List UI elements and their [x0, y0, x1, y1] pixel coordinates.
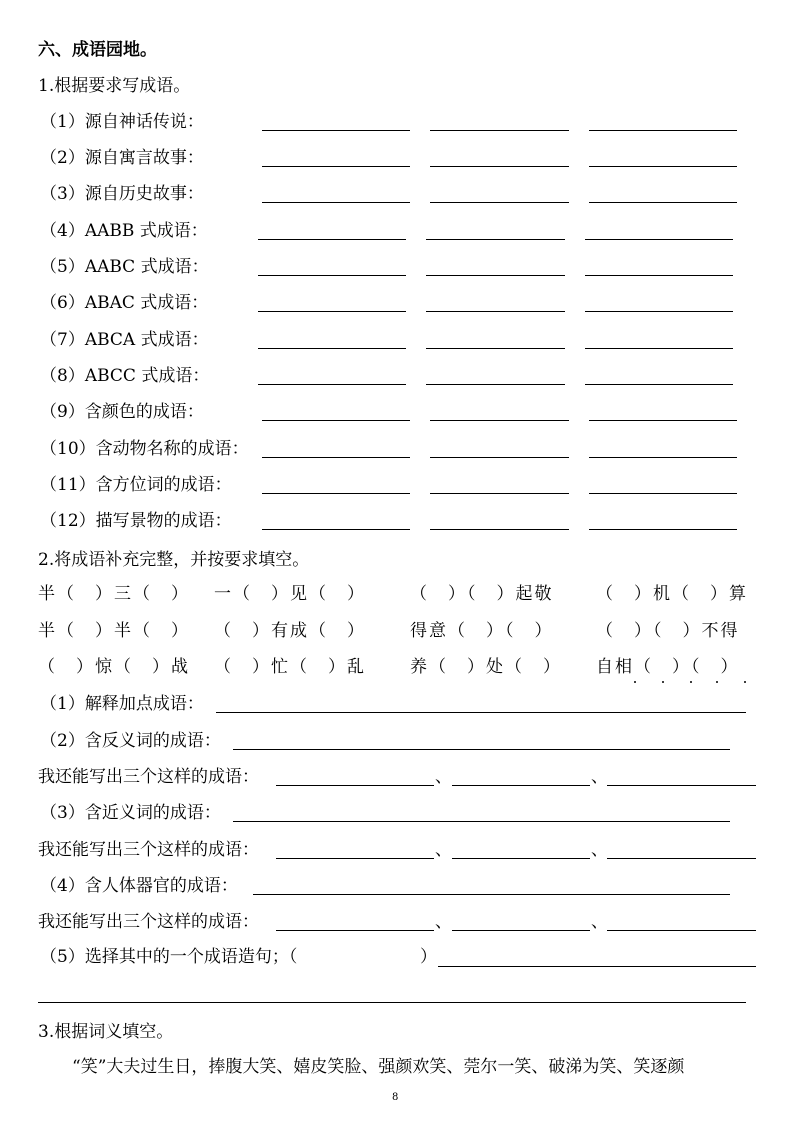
- answer-line[interactable]: [262, 529, 410, 530]
- q1-item-label: （5）AABC 式成语：: [40, 257, 209, 277]
- answer-line[interactable]: [258, 275, 406, 276]
- answer-line[interactable]: [452, 785, 590, 786]
- answer-line[interactable]: [430, 420, 569, 421]
- q1-title: 1.根据要求写成语。: [38, 76, 191, 96]
- q1-item-label: （7）ABCA 式成语：: [40, 330, 209, 350]
- q3-text: “笑”大夫过生日，捧腹大笑、嬉皮笑脸、强颜欢笑、莞尔一笑、破涕为笑、笑逐颜: [72, 1057, 685, 1077]
- separator: 、: [435, 767, 452, 787]
- q2-title: 2.将成语补充完整，并按要求填空。: [38, 550, 310, 570]
- idiom-fill[interactable]: （ ）（ ）不得: [596, 621, 740, 641]
- q1-item-label: （6）ABAC 式成语：: [40, 293, 209, 313]
- answer-line[interactable]: [262, 202, 410, 203]
- separator: 、: [591, 912, 608, 932]
- write-three-label: 我还能写出三个这样的成语：: [38, 840, 259, 860]
- answer-line[interactable]: [430, 166, 569, 167]
- answer-line[interactable]: [607, 930, 756, 931]
- answer-line[interactable]: [426, 311, 565, 312]
- write-three-label: 我还能写出三个这样的成语：: [38, 912, 259, 932]
- q2-sub2: （2）含反义词的成语：: [40, 731, 221, 751]
- answer-line[interactable]: [426, 348, 565, 349]
- q1-item-label: （8）ABCC 式成语：: [40, 366, 210, 386]
- idiom-fill[interactable]: 半（ ）半（ ）: [38, 621, 190, 641]
- q2-sub5-a: （5）选择其中的一个成语造句；（: [40, 947, 298, 967]
- q1-item-label: （12）描写景物的成语：: [40, 511, 232, 531]
- section-title: 六、成语园地。: [38, 40, 157, 60]
- idiom-fill[interactable]: （ ）惊（ ）战: [38, 657, 190, 677]
- answer-line[interactable]: [589, 166, 737, 167]
- q1-item-label: （4）AABB 式成语：: [40, 221, 208, 241]
- answer-line[interactable]: [589, 493, 737, 494]
- q1-item-label: （11）含方位词的成语：: [40, 475, 232, 495]
- answer-line[interactable]: [262, 493, 410, 494]
- answer-line[interactable]: [430, 130, 569, 131]
- q1-item-label: （10）含动物名称的成语：: [40, 439, 249, 459]
- answer-line[interactable]: [233, 821, 730, 822]
- separator: 、: [591, 840, 608, 860]
- q1-item-label: （3）源自历史故事：: [40, 184, 204, 204]
- answer-line[interactable]: [585, 348, 733, 349]
- answer-line[interactable]: [585, 239, 733, 240]
- answer-line[interactable]: [262, 130, 410, 131]
- idiom-fill[interactable]: （ ）（ ）起敬: [410, 584, 554, 604]
- answer-line[interactable]: [276, 930, 434, 931]
- idiom-fill[interactable]: 一（ ）见（ ）: [214, 584, 366, 604]
- answer-line[interactable]: [258, 384, 406, 385]
- q3-title: 3.根据词义填空。: [38, 1022, 174, 1042]
- answer-line[interactable]: [258, 311, 406, 312]
- answer-line[interactable]: [262, 420, 410, 421]
- idiom-fill[interactable]: 半（ ）三（ ）: [38, 584, 190, 604]
- answer-line[interactable]: [438, 966, 756, 967]
- answer-line[interactable]: [258, 348, 406, 349]
- answer-line[interactable]: [430, 493, 569, 494]
- answer-line[interactable]: [589, 130, 737, 131]
- write-three-label: 我还能写出三个这样的成语：: [38, 767, 259, 787]
- q1-item-label: （9）含颜色的成语：: [40, 402, 204, 422]
- q1-item-label: （2）源自寓言故事：: [40, 148, 204, 168]
- q2-sub1: （1）解释加点成语：: [40, 694, 204, 714]
- separator: 、: [591, 767, 608, 787]
- answer-line[interactable]: [38, 1002, 746, 1003]
- answer-line[interactable]: [253, 894, 730, 895]
- separator: 、: [435, 840, 452, 860]
- answer-line[interactable]: [589, 529, 737, 530]
- answer-line[interactable]: [262, 166, 410, 167]
- idiom-fill[interactable]: （ ）机（ ）算: [596, 584, 748, 604]
- answer-line[interactable]: [430, 529, 569, 530]
- answer-line[interactable]: [452, 930, 590, 931]
- q2-sub3: （3）含近义词的成语：: [40, 803, 221, 823]
- answer-line[interactable]: [607, 858, 756, 859]
- answer-line[interactable]: [430, 202, 569, 203]
- emphasis-dot: [744, 681, 746, 683]
- answer-line[interactable]: [585, 311, 733, 312]
- answer-line[interactable]: [430, 457, 569, 458]
- answer-line[interactable]: [426, 384, 565, 385]
- idiom-fill[interactable]: 养（ ）处（ ）: [410, 657, 562, 677]
- answer-line[interactable]: [452, 858, 590, 859]
- idiom-fill[interactable]: （ ）忙（ ）乱: [214, 657, 366, 677]
- page-number: 8: [392, 1092, 399, 1103]
- answer-line[interactable]: [585, 275, 733, 276]
- idiom-fill[interactable]: 自相（ ）（ ）: [596, 657, 740, 677]
- answer-line[interactable]: [258, 239, 406, 240]
- answer-line[interactable]: [276, 785, 434, 786]
- answer-line[interactable]: [276, 858, 434, 859]
- q1-item-label: （1）源自神话传说：: [40, 112, 204, 132]
- answer-line[interactable]: [589, 202, 737, 203]
- idiom-fill[interactable]: （ ）有成（ ）: [214, 621, 366, 641]
- q2-sub5-b: ）: [420, 947, 437, 967]
- q2-sub4: （4）含人体器官的成语：: [40, 876, 238, 896]
- answer-line[interactable]: [233, 749, 730, 750]
- answer-line[interactable]: [262, 457, 410, 458]
- separator: 、: [435, 912, 452, 932]
- answer-line[interactable]: [426, 239, 565, 240]
- emphasis-dot: [662, 681, 664, 683]
- emphasis-dot: [634, 681, 636, 683]
- answer-line[interactable]: [607, 785, 756, 786]
- answer-line[interactable]: [216, 712, 746, 713]
- emphasis-dot: [690, 681, 692, 683]
- answer-line[interactable]: [589, 420, 737, 421]
- emphasis-dot: [716, 681, 718, 683]
- answer-line[interactable]: [426, 275, 565, 276]
- answer-line[interactable]: [589, 457, 737, 458]
- answer-line[interactable]: [585, 384, 733, 385]
- idiom-fill[interactable]: 得意（ ）（ ）: [410, 621, 554, 641]
